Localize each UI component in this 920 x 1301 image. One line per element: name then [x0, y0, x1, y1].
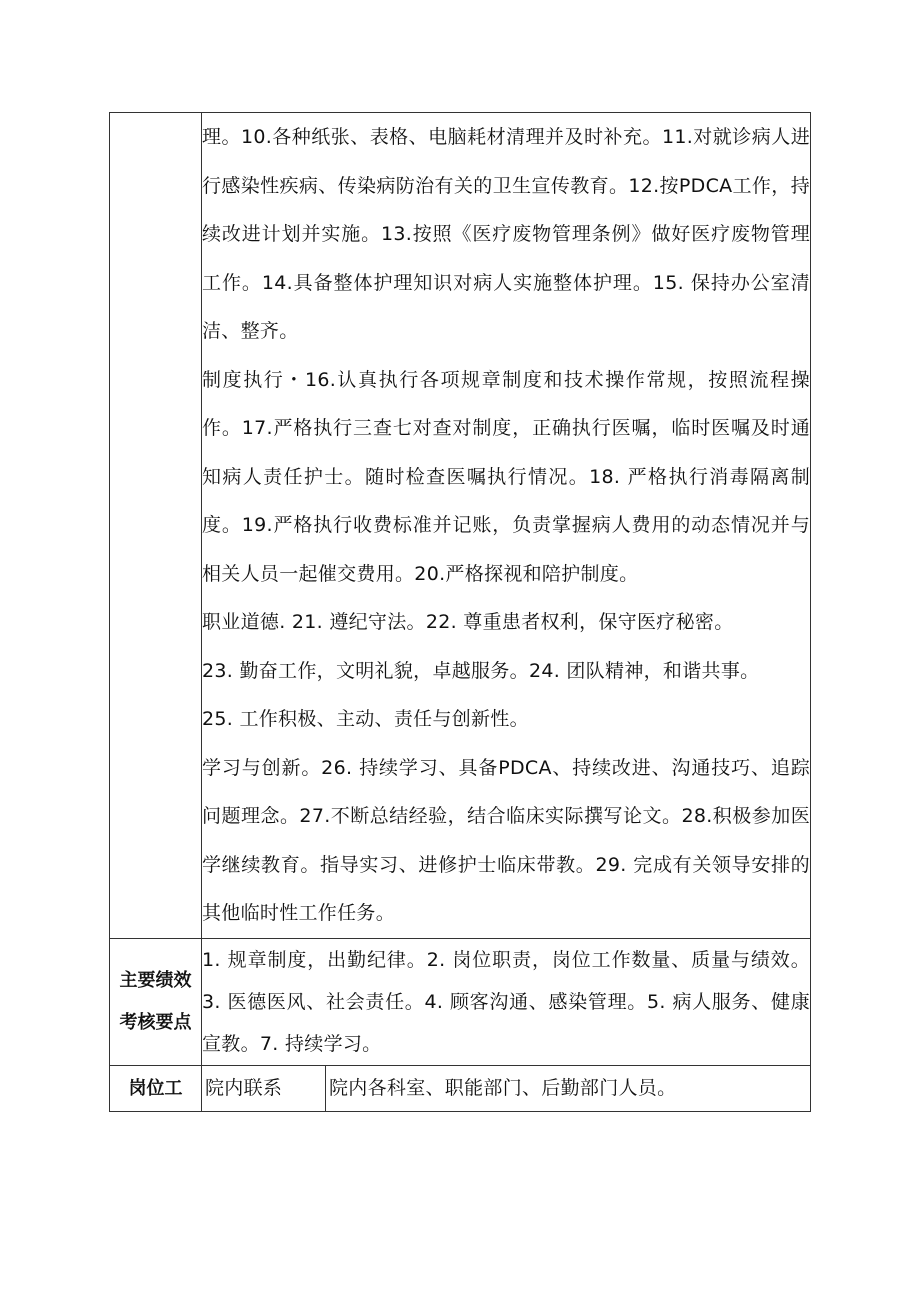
kpi-row [110, 938, 811, 1065]
duties-cell [202, 113, 811, 939]
relations-type: 院内联系 [205, 1076, 283, 1099]
duties-paragraph: 23. 勤奋工作，文明礼貌，卓越服务。24. 团队精神，和谐共事。 [202, 659, 760, 682]
duties-paragraph: 25. 工作积极、主动、责任与创新性。 [202, 708, 529, 730]
duties-paragraph: 职业道德. 21. 遵纪守法。22. 尊重患者权利，保守医疗秘密。 [202, 611, 734, 633]
relations-text: 院内各科室、职能部门、后勤部门人员。 [329, 1076, 677, 1099]
relations-type-cell [202, 1065, 326, 1111]
job-description-table [109, 112, 811, 1112]
relations-row [110, 1065, 811, 1111]
relations-label-cell [110, 1065, 202, 1111]
duties-paragraph: 学习与创新。26. 持续学习、具备PDCA、持续改进、沟通技巧、追踪问题理念。27.不断总结经验，结合临床实际撰写论文。28.积极参加医学继续教育。指导实习、进修护士临床带教。29. 完成有关领导安排的其他临时性工作任务。 [202, 756, 810, 924]
duties-paragraph: 理。10.各种纸张、表格、电脑耗材清理并及时补充。11.对就诊病人进行感染性疾病、传染病防治有关的卫生宣传教育。12.按PDCA工作，持续改进计划并实施。13.按照《医疗废物管理条例》做好医疗废物管理工作。14.具备整体护理知识对病人实施整体护理。15. 保持办公室清洁、整齐。 [202, 126, 810, 342]
relations-label: 岗位工 [128, 1077, 183, 1099]
duties-label-cell [110, 113, 202, 939]
duties-row [110, 113, 811, 939]
duties-paragraph: 制度执行・16.认真执行各项规章制度和技术操作常规，按照流程操作。17.严格执行三查七对查对制度，正确执行医嘱，临时医嘱及时通知病人责任护士。随时检查医嘱执行情况。18. 严格执行消毒隔离制度。19.严格执行收费标准并记账，负责掌握病人费用的动态情况并与相关人员一起催交费用。20.严格探视和陪护制度。 [202, 368, 810, 585]
kpi-cell [202, 938, 811, 1065]
kpi-label-line2: 考核要点 [119, 1011, 192, 1033]
kpi-label-line1: 主要绩效 [119, 969, 192, 991]
kpi-text: 1. 规章制度，出勤纪律。2. 岗位职责，岗位工作数量、质量与绩效。3. 医德医风、社会责任。4. 顾客沟通、感染管理。5. 病人服务、健康宣教。7. 持续学习。 [202, 948, 810, 1055]
relations-text-cell [326, 1065, 811, 1111]
kpi-label-cell [110, 938, 202, 1065]
